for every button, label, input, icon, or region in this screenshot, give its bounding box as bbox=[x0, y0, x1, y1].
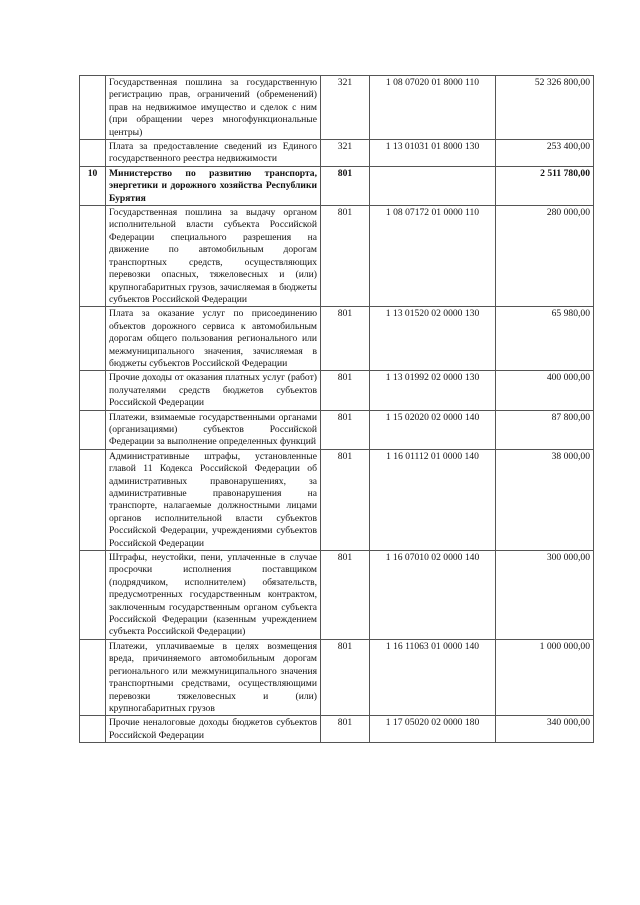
revenue-name: Плата за оказание услуг по присоединению объектов дорожного сервиса к автомобильным дорогам общего пользования регионального или межмуниципального значения, зачисляемая в бюджеты субъектов Российской Федерации bbox=[106, 307, 321, 371]
budget-classification-code: 1 17 05020 02 0000 180 bbox=[370, 716, 496, 743]
amount: 253 400,00 bbox=[496, 140, 594, 167]
table-row bbox=[80, 76, 594, 140]
row-number bbox=[80, 551, 106, 640]
amount: 52 326 800,00 bbox=[496, 76, 594, 140]
admin-code: 801 bbox=[321, 716, 370, 743]
admin-code: 321 bbox=[321, 76, 370, 140]
table-row bbox=[80, 716, 594, 743]
budget-classification-code: 1 16 01112 01 0000 140 bbox=[370, 449, 496, 550]
row-number bbox=[80, 371, 106, 410]
amount: 65 980,00 bbox=[496, 307, 594, 371]
table-row bbox=[80, 551, 594, 640]
amount: 340 000,00 bbox=[496, 716, 594, 743]
revenue-name: Прочие неналоговые доходы бюджетов субъектов Российской Федерации bbox=[106, 716, 321, 743]
budget-classification-code: 1 13 01520 02 0000 130 bbox=[370, 307, 496, 371]
table-row bbox=[80, 449, 594, 550]
row-number bbox=[80, 449, 106, 550]
revenue-name: Плата за предоставление сведений из Единого государственного реестра недвижимости bbox=[106, 140, 321, 167]
table-row bbox=[80, 140, 594, 167]
table-row bbox=[80, 639, 594, 715]
budget-classification-code: 1 13 01031 01 8000 130 bbox=[370, 140, 496, 167]
row-number bbox=[80, 76, 106, 140]
table-row bbox=[80, 371, 594, 410]
budget-classification-code: 1 08 07020 01 8000 110 bbox=[370, 76, 496, 140]
amount: 87 800,00 bbox=[496, 410, 594, 449]
table-row bbox=[80, 410, 594, 449]
revenue-name: Административные штрафы, установленные главой 11 Кодекса Российской Федерации об административных правонарушениях, за административные правонарушения на транспорте, налагаемые должностными лицами органов исполнительной власти субъектов Российской Федерации, учреждениями субъектов Российской Федерации bbox=[106, 449, 321, 550]
admin-code: 321 bbox=[321, 140, 370, 167]
row-number bbox=[80, 307, 106, 371]
ministry-row bbox=[80, 166, 594, 205]
admin-code: 801 bbox=[321, 410, 370, 449]
amount: 2 511 780,00 bbox=[496, 166, 594, 205]
row-number bbox=[80, 716, 106, 743]
admin-code: 801 bbox=[321, 449, 370, 550]
row-number bbox=[80, 639, 106, 715]
budget-classification-code: 1 13 01992 02 0000 130 bbox=[370, 371, 496, 410]
revenue-name: Штрафы, неустойки, пени, уплаченные в случае просрочки исполнения поставщиком (подрядчиком, исполнителем) обязательств, предусмотренных государственным контрактом, заключенным государственным органом субъекта Российской Федерации (казенным учреждением субъекта Российской Федерации) bbox=[106, 551, 321, 640]
amount: 400 000,00 bbox=[496, 371, 594, 410]
row-number bbox=[80, 206, 106, 307]
amount: 300 000,00 bbox=[496, 551, 594, 640]
admin-code: 801 bbox=[321, 166, 370, 205]
budget-classification-code: 1 08 07172 01 0000 110 bbox=[370, 206, 496, 307]
budget-classification-code: 1 15 02020 02 0000 140 bbox=[370, 410, 496, 449]
revenue-name: Прочие доходы от оказания платных услуг (работ) получателями средств бюджетов субъектов Российской Федерации bbox=[106, 371, 321, 410]
admin-code: 801 bbox=[321, 206, 370, 307]
admin-code: 801 bbox=[321, 371, 370, 410]
row-number bbox=[80, 410, 106, 449]
budget-classification-code bbox=[370, 166, 496, 205]
table-row bbox=[80, 307, 594, 371]
revenue-name: Государственная пошлина за выдачу органом исполнительной власти субъекта Российской Федерации специального разрешения на движение по автомобильным дорогам транспортных средств, осуществляющих перевозки опасных, тяжеловесных и (или) крупногабаритных грузов, зачисляемая в бюджеты субъектов Российской Федерации bbox=[106, 206, 321, 307]
revenue-name: Платежи, уплачиваемые в целях возмещения вреда, причиняемого автомобильным дорогам регионального или межмуниципального значения транспортными средствами, осуществляющими перевозки тяжеловесных и (или) крупногабаритных грузов bbox=[106, 639, 321, 715]
admin-code: 801 bbox=[321, 639, 370, 715]
budget-classification-code: 1 16 07010 02 0000 140 bbox=[370, 551, 496, 640]
amount: 280 000,00 bbox=[496, 206, 594, 307]
revenue-name: Государственная пошлина за государственную регистрацию прав, ограничений (обременений) прав на недвижимое имущество и сделок с ним (при обращении через многофункциональные центры) bbox=[106, 76, 321, 140]
ministry-name: Министерство по развитию транспорта, энергетики и дорожного хозяйства Республики Бурятия bbox=[106, 166, 321, 205]
amount: 1 000 000,00 bbox=[496, 639, 594, 715]
budget-classification-code: 1 16 11063 01 0000 140 bbox=[370, 639, 496, 715]
amount: 38 000,00 bbox=[496, 449, 594, 550]
admin-code: 801 bbox=[321, 551, 370, 640]
admin-code: 801 bbox=[321, 307, 370, 371]
revenue-table bbox=[79, 75, 594, 743]
row-number bbox=[80, 140, 106, 167]
revenue-name: Платежи, взимаемые государственными органами (организациями) субъектов Российской Федерации за выполнение определенных функций bbox=[106, 410, 321, 449]
row-number: 10 bbox=[80, 166, 106, 205]
table-row bbox=[80, 206, 594, 307]
